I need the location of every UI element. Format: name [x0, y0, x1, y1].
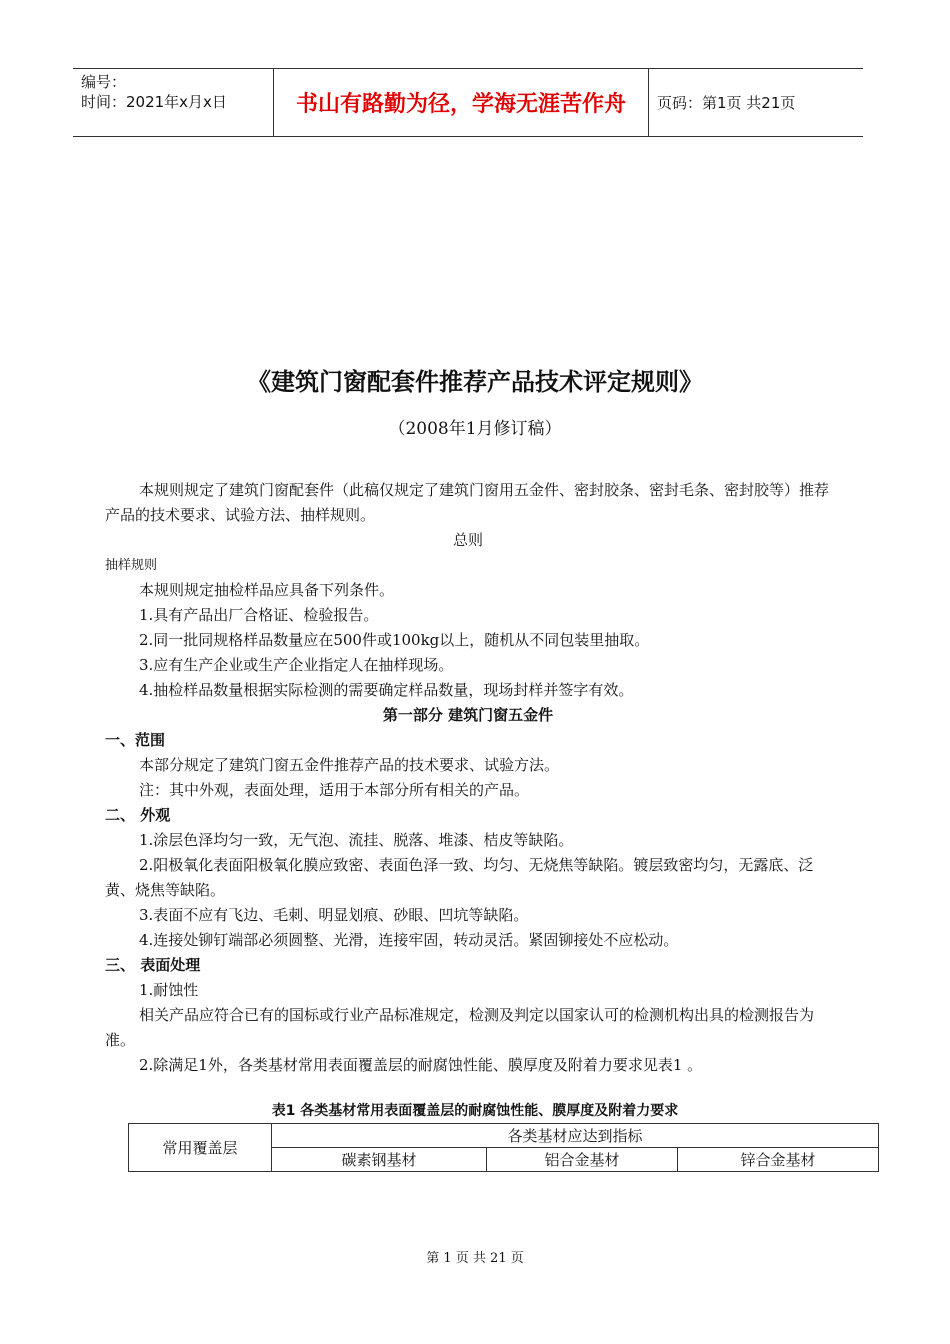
appearance-item: 3.表面不应有飞边、毛刺、明显划痕、砂眼、凹坑等缺陷。 [139, 906, 529, 924]
document-subtitle: （2008年1月修订稿） [388, 419, 562, 439]
sampling-item: 3.应有生产企业或生产企业指定人在抽样现场。 [139, 656, 454, 674]
table1-caption: 表1 各类基材常用表面覆盖层的耐腐蚀性能、膜厚度及附着力要求 [271, 1103, 679, 1119]
sampling-item: 1.具有产品出厂合格证、检验报告。 [139, 606, 379, 624]
sampling-item: 4.抽检样品数量根据实际检测的需要确定样品数量，现场封样并签字有效。 [139, 681, 634, 699]
table1-sub-header: 锌合金基材 [678, 1148, 879, 1172]
section2-heading: 二、 外观 [105, 806, 171, 824]
page-footer: 第 1 页 共 21 页 [426, 1251, 524, 1266]
table1-col-header: 常用覆盖层 [129, 1124, 272, 1172]
document-title: 《建筑门窗配套件推荐产品技术评定规则》 [247, 367, 703, 396]
section3-subheading: 1.耐蚀性 [139, 981, 199, 999]
general-heading: 总则 [452, 531, 483, 549]
part1-heading: 第一部分 建筑门窗五金件 [382, 706, 554, 724]
section3-paragraph: 2.除满足1外，各类基材常用表面覆盖层的耐腐蚀性能、膜厚度及附着力要求见表1 。 [139, 1056, 703, 1074]
section3-heading: 三、 表面处理 [105, 956, 201, 974]
intro-paragraph: 本规则规定了建筑门窗配套件（此稿仅规定了建筑门窗用五金件、密封胶条、密封毛条、密封胶等）推荐产品的技术要求、试验方法、抽样规则。 [105, 481, 830, 524]
table1-group-header: 各类基材应达到指标 [272, 1124, 879, 1148]
header-table [73, 68, 863, 137]
document-body [105, 478, 831, 1078]
sampling-item: 2.同一批同规格样品数量应在500件或100kg以上，随机从不同包装里抽取。 [139, 631, 650, 649]
sampling-intro: 本规则规定抽检样品应具备下列条件。 [139, 581, 395, 599]
header-meta-cell [73, 69, 274, 136]
sampling-heading: 抽样规则 [105, 558, 158, 573]
time-label: 时间：2021年x月x日 [81, 93, 227, 111]
appearance-item: 2.阳极氧化表面阳极氧化膜应致密、表面色泽一致、均匀、无烧焦等缺陷。镀层致密均匀，无露底、泛黄、烧焦等缺陷。 [105, 856, 814, 899]
section1-note: 注：其中外观，表面处理，适用于本部分所有相关的产品。 [139, 781, 530, 799]
number-label: 编号： [81, 73, 127, 91]
table1 [128, 1123, 879, 1172]
section1-paragraph: 本部分规定了建筑门窗五金件推荐产品的技术要求、试验方法。 [139, 756, 560, 774]
section3-paragraph: 相关产品应符合已有的国标或行业产品标准规定，检测及判定以国家认可的检测机构出具的检测报告为准。 [105, 1006, 815, 1049]
section1-heading: 一、范围 [105, 731, 166, 749]
appearance-item: 4.连接处铆钉端部必须圆整、光滑，连接牢固，转动灵活。紧固铆接处不应松动。 [139, 931, 679, 949]
table1-sub-header: 铝合金基材 [487, 1148, 678, 1172]
appearance-item: 1.涂层色泽均匀一致，无气泡、流挂、脱落、堆漆、桔皮等缺陷。 [139, 831, 574, 849]
motto: 书山有路勤为径，学海无涯苦作舟 [274, 69, 649, 136]
table1-sub-header: 碳素钢基材 [272, 1148, 487, 1172]
page-info: 页码：第1页 共21页 [657, 94, 796, 112]
